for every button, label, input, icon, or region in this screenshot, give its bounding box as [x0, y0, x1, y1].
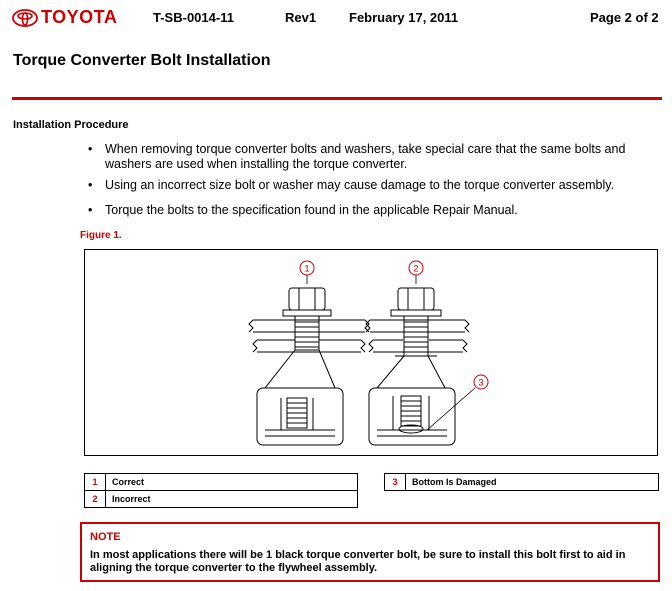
figure-label: Figure 1. — [80, 230, 122, 241]
legend-number: 2 — [85, 491, 106, 508]
legend-table-right — [384, 473, 659, 491]
callout-3 — [427, 375, 488, 430]
note-title: NOTE — [90, 531, 121, 543]
brand-name: TOYOTA — [41, 7, 118, 27]
document-number: T-SB-0014-11 — [153, 10, 234, 25]
section-heading: Installation Procedure — [13, 119, 129, 131]
bolt-installation-illustration — [85, 250, 659, 457]
document-title: Torque Converter Bolt Installation — [13, 52, 271, 69]
incorrect-bolt-drawing — [366, 288, 469, 445]
legend-number: 1 — [85, 474, 106, 491]
toyota-emblem-icon — [12, 9, 38, 27]
bullet-text: Torque the bolts to the specification found in the applicable Repair Manual. — [105, 203, 518, 217]
svg-text:2: 2 — [413, 263, 419, 274]
revision: Rev1 — [285, 10, 317, 25]
table-row — [85, 491, 358, 508]
note-text: In most applications there will be 1 black torque converter bolt, be sure to install this bolt first to aid in aligning the torque converter to the flywheel assembly. — [90, 549, 626, 574]
legend-table-left — [84, 473, 358, 508]
legend-number: 3 — [385, 474, 406, 491]
issue-date: February 17, 2011 — [349, 10, 459, 25]
procedure-list — [88, 142, 668, 218]
bullet-text: When removing torque converter bolts and washers, take special care that the same bolts and washers are used when installing the torque converter. — [105, 142, 626, 171]
correct-bolt-drawing — [249, 288, 369, 445]
table-row — [85, 474, 358, 491]
callout-2 — [409, 261, 423, 284]
legend-text: Correct — [106, 474, 358, 491]
table-row — [385, 474, 659, 491]
list-item: • Torque the bolts to the specification found in the applicable Repair Manual. — [88, 203, 518, 217]
toyota-logo — [12, 7, 117, 28]
list-item: • When removing torque converter bolts and washers, take special care that the same bolts and washers are used when installing the torque converter. — [88, 142, 626, 171]
legend-text: Incorrect — [106, 491, 358, 508]
svg-text:3: 3 — [478, 377, 484, 388]
title-divider — [12, 97, 662, 100]
note-box — [80, 522, 660, 582]
page-header — [0, 0, 672, 36]
legend-text: Bottom Is Damaged — [406, 474, 659, 491]
svg-text:1: 1 — [304, 263, 310, 274]
page-number: Page 2 of 2 — [590, 10, 659, 25]
bullet-text: Using an incorrect size bolt or washer may cause damage to the torque converter assembly. — [105, 178, 615, 192]
figure-frame — [84, 249, 658, 456]
list-item: • Using an incorrect size bolt or washer may cause damage to the torque converter assembly. — [88, 178, 615, 192]
callout-1 — [300, 261, 314, 284]
